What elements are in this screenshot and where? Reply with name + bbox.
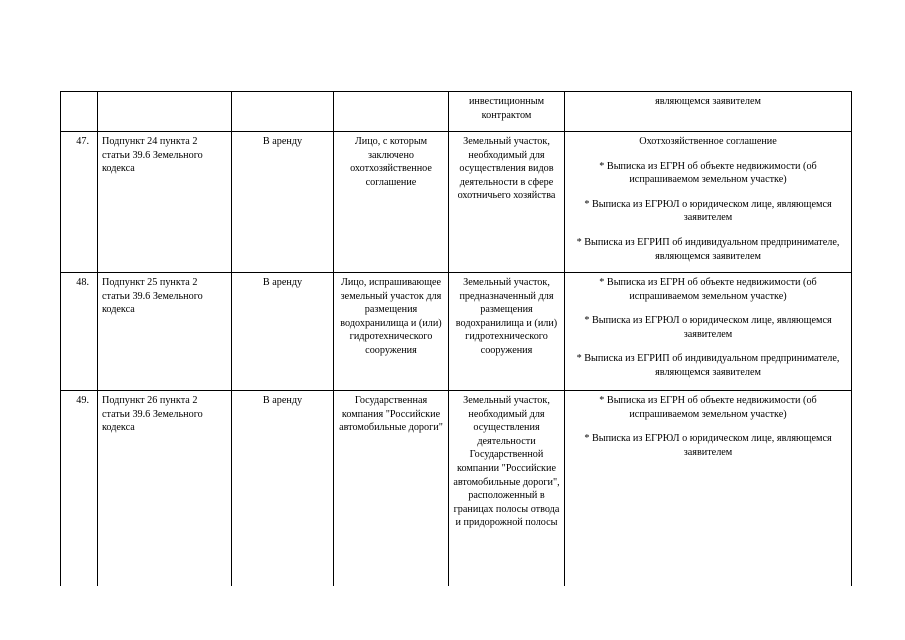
document-item: * Выписка из ЕГРН об объекте недвижимости (об испрашиваемом земельном участке) [599,277,817,302]
table-row [61,391,852,587]
cell-num [61,92,98,132]
document-item: * Выписка из ЕГРЮЛ о юридическом лице, являющемся заявителем [584,315,832,340]
row-number: 48. [61,273,98,391]
document-item: * Выписка из ЕГРН об объекте недвижимости (об испрашиваемом земельном участке) [599,160,817,186]
land-parcel: Земельный участок, предназначенный для размещения водохранилища и (или) гидротехнического сооружения [449,273,565,391]
cell-basis [98,92,232,132]
applicant: Лицо, испрашивающее земельный участок для размещения водохранилища и (или) гидротехнического сооружения [334,273,449,391]
cell-right-type [232,92,334,132]
land-parcel: Земельный участок, необходимый для осуществления видов деятельности в сфере охотничьего хозяйства [449,132,565,273]
applicant: Лицо, с которым заключено охотхозяйственное соглашение [334,132,449,273]
document-item: * Выписка из ЕГРИП об индивидуальном предпринимателе, являющемся заявителем [576,353,840,378]
cell-parcel: инвестиционным контрактом [449,92,565,132]
required-documents [565,273,852,391]
right-type: В аренду [232,132,334,273]
required-documents [565,132,852,273]
cell-documents: являющемся заявителем [565,92,852,132]
row-number: 49. [61,391,98,587]
table-row [61,132,852,273]
legal-basis: Подпункт 24 пункта 2 статьи 39.6 Земельного кодекса [98,132,232,273]
cell-applicant [334,92,449,132]
document-item: * Выписка из ЕГРЮЛ о юридическом лице, являющемся заявителем [584,433,832,458]
table-row-continued [61,92,852,132]
legal-basis: Подпункт 25 пункта 2 статьи 39.6 Земельного кодекса [98,273,232,391]
document-item: * Выписка из ЕГРЮЛ о юридическом лице, являющемся заявителем [584,198,832,224]
document-item: * Выписка из ЕГРИП об индивидуальном предпринимателе, являющемся заявителем [576,236,840,262]
right-type: В аренду [232,273,334,391]
land-documents-table [60,91,852,586]
document-item: * Выписка из ЕГРН об объекте недвижимости (об испрашиваемом земельном участке) [599,395,817,420]
right-type: В аренду [232,391,334,587]
land-parcel: Земельный участок, необходимый для осуществления деятельности Государственной компании "Российские автомобильные дороги", расположенный в границах полосы отвода и придорожной полосы [449,391,565,587]
document-item: Охотхозяйственное соглашение [639,136,777,147]
applicant: Государственная компания "Российские автомобильные дороги" [334,391,449,587]
required-documents [565,391,852,587]
row-number: 47. [61,132,98,273]
table-row [61,273,852,391]
legal-basis: Подпункт 26 пункта 2 статьи 39.6 Земельного кодекса [98,391,232,587]
